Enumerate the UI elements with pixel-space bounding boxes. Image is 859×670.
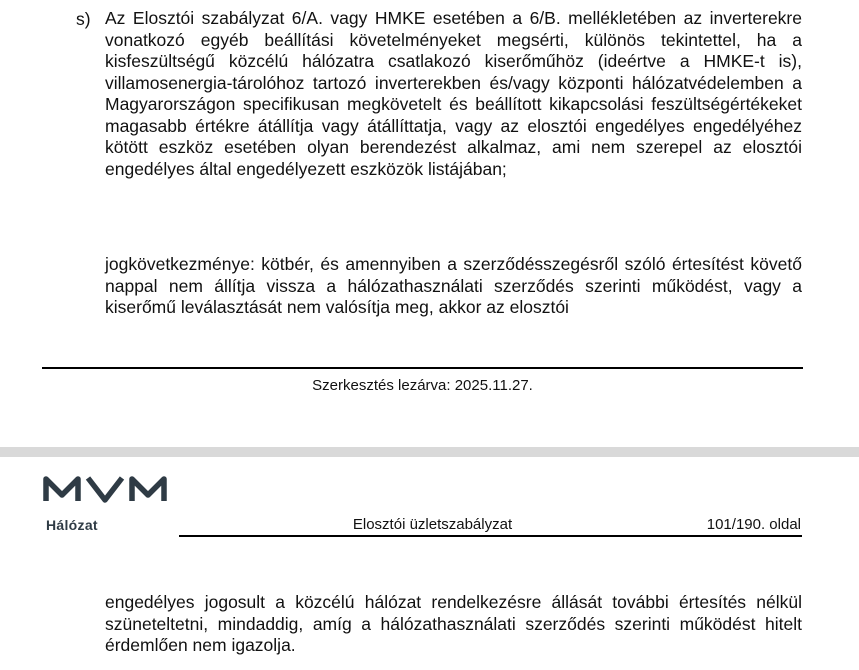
header-document-title: Elosztói üzletszabályzat xyxy=(352,516,513,533)
logo-subtitle: Hálózat xyxy=(46,517,98,533)
footer-edit-closed-date: Szerkesztés lezárva: 2025.11.27. xyxy=(312,377,533,394)
footer-divider xyxy=(42,367,803,369)
paragraph-legal-consequence: jogkövetkezménye: kötbér, és amennyiben a szerződésszegésről szóló értesítést követő nappal nem állítja vissza a hálózathasználati szerződés szerinti működést, vagy a kiserőmű leválasztását nem valósítja meg, akkor az elosztói xyxy=(105,254,802,317)
list-item-marker: s) xyxy=(76,9,91,29)
header-page-number: 101/190. oldal xyxy=(706,516,801,533)
header-divider xyxy=(179,535,802,537)
paragraph-continuation: engedélyes jogosult a közcélú hálózat rendelkezésre állását további értesítés nélkül szüneteltetni, mindaddig, amíg a hálózathasználati szerződés szerinti működést hitelt érdemlően nem igazolja. xyxy=(105,592,802,655)
document-page-101 xyxy=(0,457,859,670)
paragraph-item-s: Az Elosztói szabályzat 6/A. vagy HMKE esetében a 6/B. mellékletében az inverterekre vonatkozó egyéb beállítási követelményeket megsérti, különös tekintettel, ha a kisfeszültségű közcélú hálózatra csatlakozó kiserőműhöz (ideértve a HMKE-t is), villamosenergia-tárolóhoz tartozó inverterekben és/vagy központi hálózatvédelemben a Magyarországon specifikusan megkövetelt és beállított kikapcsolási feszültségértékeket magasabb értékre átállítja vagy átállíttatja, vagy az elosztói engedélyes engedélyéhez kötött eszköz esetében olyan berendezést alkalmaz, ami nem szerepel az elosztói engedélyes által engedélyezett eszközök listájában; xyxy=(105,8,802,179)
page-separator xyxy=(0,447,859,457)
mvm-logo xyxy=(43,473,167,503)
